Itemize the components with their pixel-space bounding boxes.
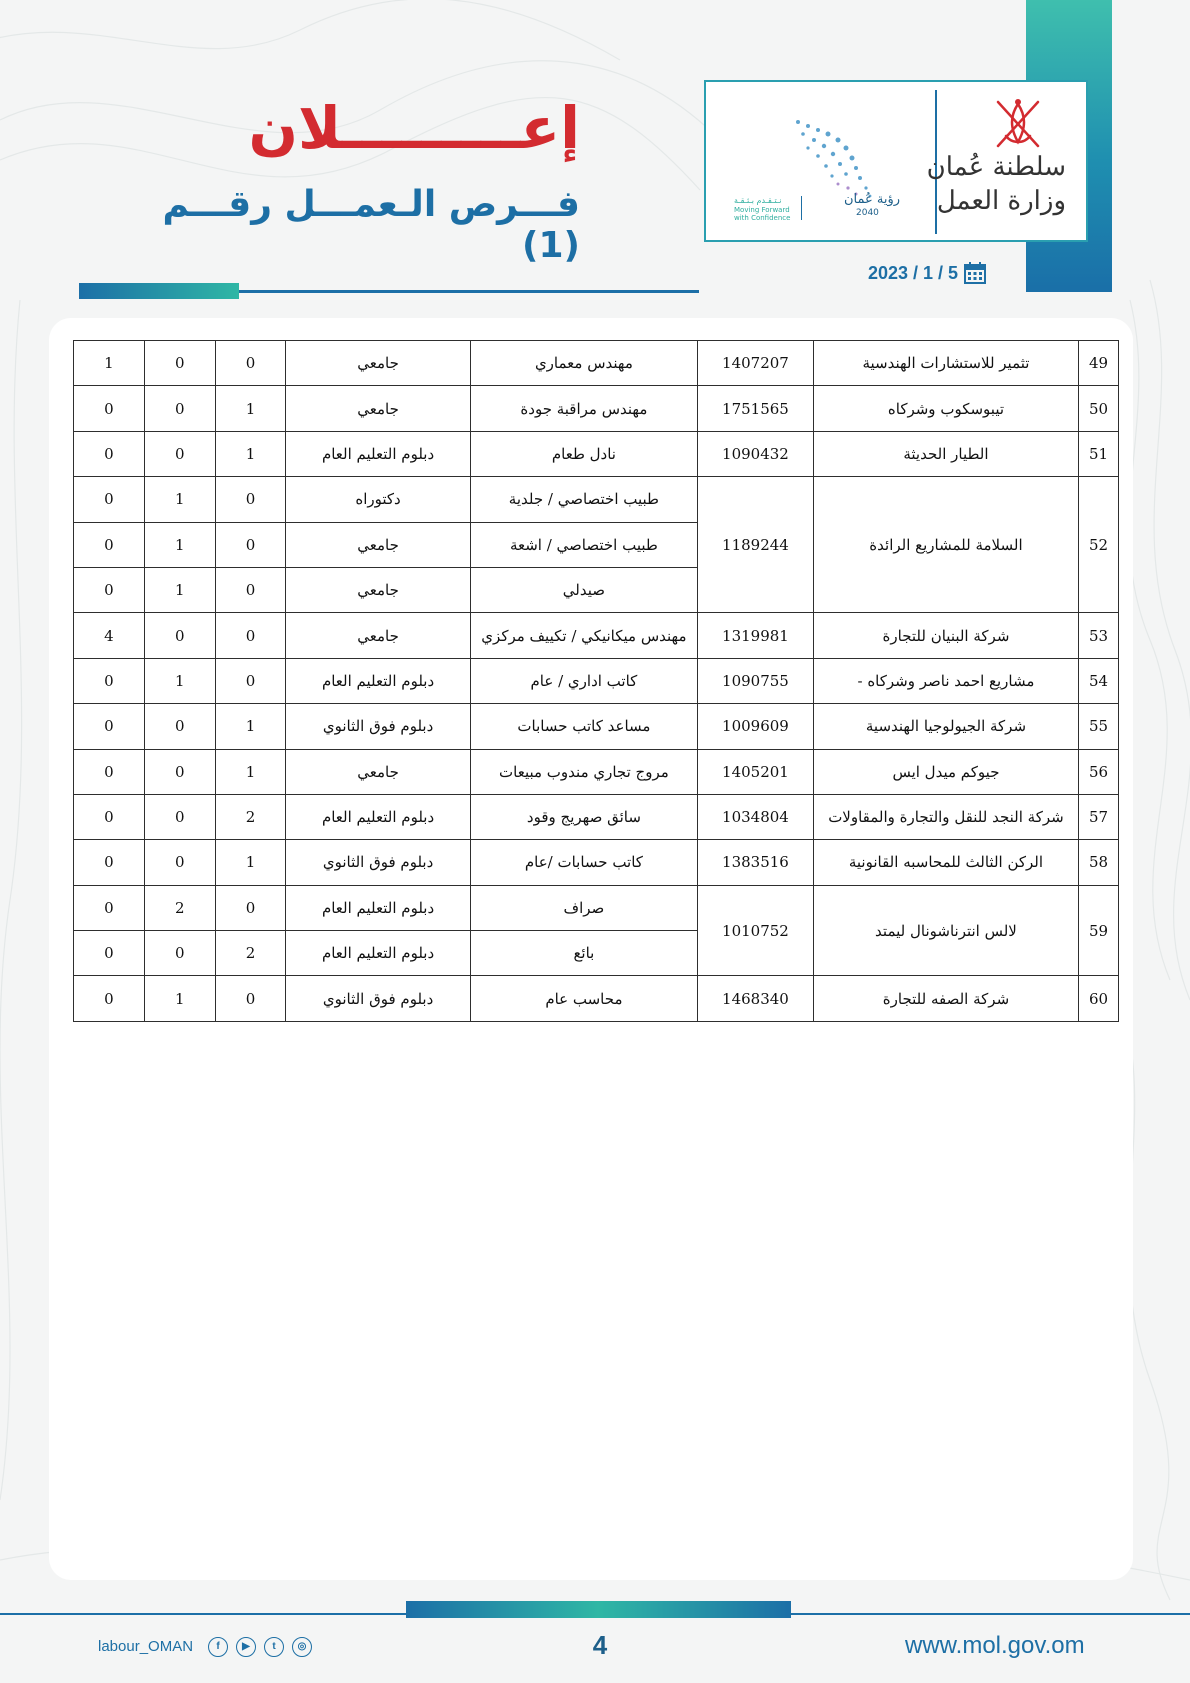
announcement-date — [868, 262, 986, 284]
education-level: دكتوراه — [286, 477, 470, 522]
row-number: 52 — [1079, 477, 1119, 613]
ministry-logo-panel — [704, 80, 1088, 242]
count-column-2: 0 — [144, 931, 215, 976]
count-column-3: 0 — [74, 885, 145, 930]
education-level: دبلوم التعليم العام — [286, 431, 470, 476]
count-column-2: 1 — [144, 567, 215, 612]
count-column-1: 1 — [215, 749, 286, 794]
row-number: 56 — [1079, 749, 1119, 794]
table-row — [74, 341, 1119, 386]
job-title: بائع — [470, 931, 697, 976]
job-title: مهندس مراقبة جودة — [470, 386, 697, 431]
count-column-3: 0 — [74, 386, 145, 431]
row-number: 60 — [1079, 976, 1119, 1021]
count-column-2: 0 — [144, 386, 215, 431]
table-row — [74, 477, 1119, 522]
table-row — [74, 749, 1119, 794]
job-title: صراف — [470, 885, 697, 930]
count-column-3: 0 — [74, 658, 145, 703]
company-name: لالس انترناشونال ليمتد — [813, 885, 1078, 976]
education-level: جامعي — [286, 522, 470, 567]
count-column-3: 4 — [74, 613, 145, 658]
count-column-3: 0 — [74, 840, 145, 885]
education-level: دبلوم التعليم العام — [286, 931, 470, 976]
facebook-icon[interactable]: f — [208, 1637, 228, 1657]
count-column-1: 0 — [215, 567, 286, 612]
table-row — [74, 976, 1119, 1021]
count-column-2: 0 — [144, 613, 215, 658]
job-title: مهندس ميكانيكي / تكييف مركزي — [470, 613, 697, 658]
row-number: 58 — [1079, 840, 1119, 885]
job-title: كاتب اداري / عام — [470, 658, 697, 703]
count-column-1: 2 — [215, 794, 286, 839]
count-column-2: 1 — [144, 522, 215, 567]
job-title: مروج تجاري مندوب مبيعات — [470, 749, 697, 794]
count-column-2: 1 — [144, 658, 215, 703]
row-number: 57 — [1079, 794, 1119, 839]
company-name: شركة البنيان للتجارة — [813, 613, 1078, 658]
count-column-3: 0 — [74, 477, 145, 522]
count-column-2: 1 — [144, 477, 215, 522]
ministry-name-line2: وزارة العمل — [936, 186, 1066, 216]
registration-number: 1468340 — [698, 976, 814, 1021]
education-level: دبلوم التعليم العام — [286, 885, 470, 930]
job-vacancies-table — [73, 340, 1119, 1022]
count-column-3: 1 — [74, 341, 145, 386]
education-level: دبلوم التعليم العام — [286, 794, 470, 839]
count-column-1: 0 — [215, 885, 286, 930]
registration-number: 1383516 — [698, 840, 814, 885]
company-name: تثمير للاستشارات الهندسية — [813, 341, 1078, 386]
row-number: 50 — [1079, 386, 1119, 431]
count-column-1: 1 — [215, 704, 286, 749]
website-link[interactable]: www.mol.gov.om — [905, 1632, 1085, 1659]
page-title: إعـــــــــلان — [248, 94, 580, 162]
table-row — [74, 431, 1119, 476]
count-column-2: 0 — [144, 749, 215, 794]
company-name: تيبوسكوب وشركاه — [813, 386, 1078, 431]
education-level: دبلوم فوق الثانوي — [286, 840, 470, 885]
count-column-1: 0 — [215, 613, 286, 658]
education-level: جامعي — [286, 613, 470, 658]
vision-label: رؤية عُمان — [844, 192, 901, 207]
count-column-3: 0 — [74, 704, 145, 749]
table-row — [74, 658, 1119, 703]
count-column-2: 1 — [144, 976, 215, 1021]
registration-number: 1009609 — [698, 704, 814, 749]
table-row — [74, 885, 1119, 930]
count-column-2: 0 — [144, 794, 215, 839]
count-column-1: 0 — [215, 341, 286, 386]
moving-forward-arabic: نـتـقـدم بـثـقـة — [734, 196, 782, 205]
count-column-2: 2 — [144, 885, 215, 930]
education-level: دبلوم فوق الثانوي — [286, 704, 470, 749]
job-title: سائق صهريج وقود — [470, 794, 697, 839]
moving-forward-english: Moving Forward with Confidence — [734, 206, 791, 222]
count-column-1: 0 — [215, 658, 286, 703]
table-row — [74, 840, 1119, 885]
row-number: 49 — [1079, 341, 1119, 386]
social-links — [208, 1637, 312, 1657]
logo-separator — [801, 196, 802, 220]
calendar-icon — [964, 262, 986, 284]
youtube-icon[interactable]: ▶ — [236, 1637, 256, 1657]
table-row — [74, 386, 1119, 431]
count-column-3: 0 — [74, 931, 145, 976]
company-name: شركة النجد للنقل والتجارة والمقاولات — [813, 794, 1078, 839]
job-title: كاتب حسابات /عام — [470, 840, 697, 885]
count-column-1: 0 — [215, 976, 286, 1021]
page-number: 4 — [592, 1630, 608, 1660]
row-number: 54 — [1079, 658, 1119, 703]
registration-number: 1090432 — [698, 431, 814, 476]
row-number: 59 — [1079, 885, 1119, 976]
row-number: 53 — [1079, 613, 1119, 658]
registration-number: 1751565 — [698, 386, 814, 431]
row-number: 55 — [1079, 704, 1119, 749]
job-title: طبيب اختصاصي / جلدية — [470, 477, 697, 522]
title-underline — [239, 290, 699, 293]
education-level: دبلوم التعليم العام — [286, 658, 470, 703]
table-row — [74, 613, 1119, 658]
company-name: الركن الثالث للمحاسبه القانونية — [813, 840, 1078, 885]
count-column-3: 0 — [74, 431, 145, 476]
job-title: نادل طعام — [470, 431, 697, 476]
education-level: جامعي — [286, 341, 470, 386]
company-name: مشاريع احمد ناصر وشركاه - — [813, 658, 1078, 703]
job-title: مساعد كاتب حسابات — [470, 704, 697, 749]
table-row — [74, 794, 1119, 839]
count-column-3: 0 — [74, 976, 145, 1021]
social-handle: labour_OMAN — [98, 1638, 194, 1655]
twitter-icon[interactable]: t — [264, 1637, 284, 1657]
education-level: دبلوم فوق الثانوي — [286, 976, 470, 1021]
job-title: محاسب عام — [470, 976, 697, 1021]
oman-emblem-icon — [988, 94, 1048, 154]
count-column-1: 2 — [215, 931, 286, 976]
count-column-2: 0 — [144, 431, 215, 476]
registration-number: 1319981 — [698, 613, 814, 658]
company-name: الطيار الحديثة — [813, 431, 1078, 476]
count-column-1: 1 — [215, 840, 286, 885]
company-name: شركة الجيولوجيا الهندسية — [813, 704, 1078, 749]
job-title: طبيب اختصاصي / اشعة — [470, 522, 697, 567]
company-name: جيوكم ميدل ايس — [813, 749, 1078, 794]
count-column-1: 0 — [215, 522, 286, 567]
registration-number: 1407207 — [698, 341, 814, 386]
count-column-2: 0 — [144, 704, 215, 749]
table-row — [74, 704, 1119, 749]
count-column-3: 0 — [74, 749, 145, 794]
ministry-name-line1: سلطنة عُمان — [926, 152, 1066, 182]
title-underline-accent — [79, 283, 239, 299]
job-title: صيدلي — [470, 567, 697, 612]
count-column-3: 0 — [74, 794, 145, 839]
job-title: مهندس معماري — [470, 341, 697, 386]
registration-number: 1189244 — [698, 477, 814, 613]
count-column-3: 0 — [74, 567, 145, 612]
education-level: جامعي — [286, 386, 470, 431]
count-column-1: 1 — [215, 431, 286, 476]
registration-number: 1034804 — [698, 794, 814, 839]
count-column-1: 0 — [215, 477, 286, 522]
instagram-icon[interactable]: ◎ — [292, 1637, 312, 1657]
education-level: جامعي — [286, 749, 470, 794]
count-column-3: 0 — [74, 522, 145, 567]
page-subtitle: فـــرص الـعمـــل رقـــم (1) — [162, 184, 580, 266]
education-level: جامعي — [286, 567, 470, 612]
registration-number: 1010752 — [698, 885, 814, 976]
count-column-2: 0 — [144, 840, 215, 885]
registration-number: 1405201 — [698, 749, 814, 794]
company-name: السلامة للمشاريع الرائدة — [813, 477, 1078, 613]
registration-number: 1090755 — [698, 658, 814, 703]
count-column-2: 0 — [144, 341, 215, 386]
company-name: شركة الصفه للتجارة — [813, 976, 1078, 1021]
count-column-1: 1 — [215, 386, 286, 431]
row-number: 51 — [1079, 431, 1119, 476]
date-text: 2023 / 1 / 5 — [868, 262, 959, 283]
footer-accent-bar — [406, 1601, 791, 1618]
vision-year: 2040 — [856, 208, 879, 218]
